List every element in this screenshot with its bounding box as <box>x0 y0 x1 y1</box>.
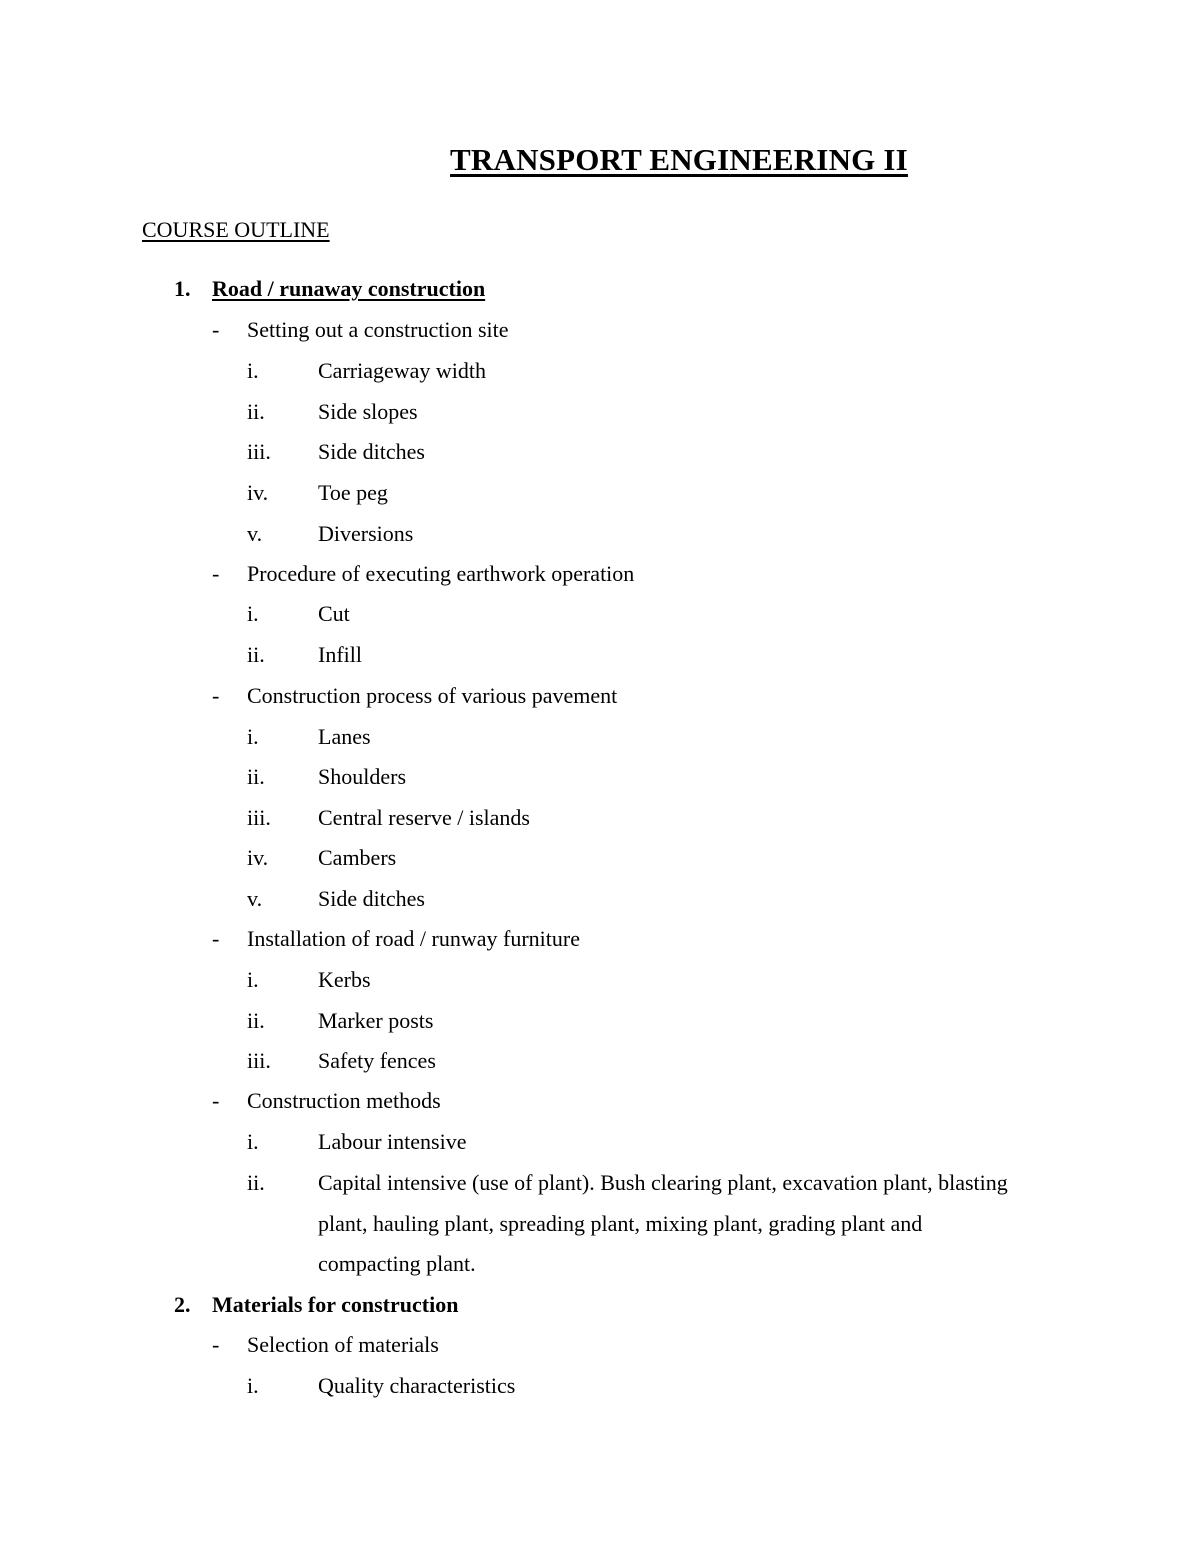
roman-numeral: i. <box>247 601 259 626</box>
list-item-text: Capital intensive (use of plant). Bush clearing plant, excavation plant, blasting <box>318 1170 1008 1195</box>
roman-numeral: iv. <box>247 845 269 870</box>
list-item-text: Cambers <box>318 845 397 870</box>
roman-numeral: ii. <box>247 1170 265 1195</box>
subsection-text: Selection of materials <box>247 1332 439 1357</box>
roman-numeral: v. <box>247 521 263 546</box>
course-outline-heading: COURSE OUTLINE <box>142 217 330 242</box>
subsection-text: Construction process of various pavement <box>247 683 618 708</box>
roman-numeral: i. <box>247 1129 259 1154</box>
list-item-text: Diversions <box>318 521 414 546</box>
list-item-text: Labour intensive <box>318 1129 467 1154</box>
roman-numeral: iii. <box>247 805 271 830</box>
list-item-text: Safety fences <box>318 1048 436 1073</box>
roman-numeral: v. <box>247 886 263 911</box>
list-item-text: Cut <box>318 601 350 626</box>
list-item-text: Marker posts <box>318 1008 434 1033</box>
list-item-text: Side ditches <box>318 439 425 464</box>
list-item-text: compacting plant. <box>318 1251 476 1276</box>
dash-bullet: - <box>212 1088 220 1113</box>
list-item-text: Quality characteristics <box>318 1373 516 1398</box>
roman-numeral: ii. <box>247 642 265 667</box>
subsection-text: Construction methods <box>247 1088 441 1113</box>
section-title: Road / runaway construction <box>212 276 486 301</box>
roman-numeral: iii. <box>247 439 271 464</box>
dash-bullet: - <box>212 683 220 708</box>
list-item-text: Side slopes <box>318 399 418 424</box>
roman-numeral: i. <box>247 967 259 992</box>
list-item-text: Side ditches <box>318 886 425 911</box>
subsection-text: Setting out a construction site <box>247 317 509 342</box>
dash-bullet: - <box>212 561 220 586</box>
dash-bullet: - <box>212 317 220 342</box>
roman-numeral: i. <box>247 358 259 383</box>
list-item-text: Toe peg <box>318 480 388 505</box>
page-title: TRANSPORT ENGINEERING II <box>450 142 908 177</box>
roman-numeral: iii. <box>247 1048 271 1073</box>
list-item-text: Kerbs <box>318 967 371 992</box>
dash-bullet: - <box>212 926 220 951</box>
dash-bullet: - <box>212 1332 220 1357</box>
roman-numeral: i. <box>247 724 259 749</box>
list-item-text: Infill <box>318 642 362 667</box>
section-title: Materials for construction <box>212 1292 459 1317</box>
roman-numeral: iv. <box>247 480 269 505</box>
roman-numeral: ii. <box>247 399 265 424</box>
list-item-text: Shoulders <box>318 764 406 789</box>
list-item-text: plant, hauling plant, spreading plant, mixing plant, grading plant and <box>318 1211 923 1236</box>
list-item-text: Lanes <box>318 724 371 749</box>
subsection-text: Procedure of executing earthwork operation <box>247 561 635 586</box>
list-item-text: Carriageway width <box>318 358 486 383</box>
roman-numeral: ii. <box>247 764 265 789</box>
list-item-text: Central reserve / islands <box>318 805 530 830</box>
roman-numeral: i. <box>247 1373 259 1398</box>
roman-numeral: ii. <box>247 1008 265 1033</box>
section-number: 1. <box>174 276 191 301</box>
subsection-text: Installation of road / runway furniture <box>247 926 580 951</box>
section-number: 2. <box>174 1292 191 1317</box>
